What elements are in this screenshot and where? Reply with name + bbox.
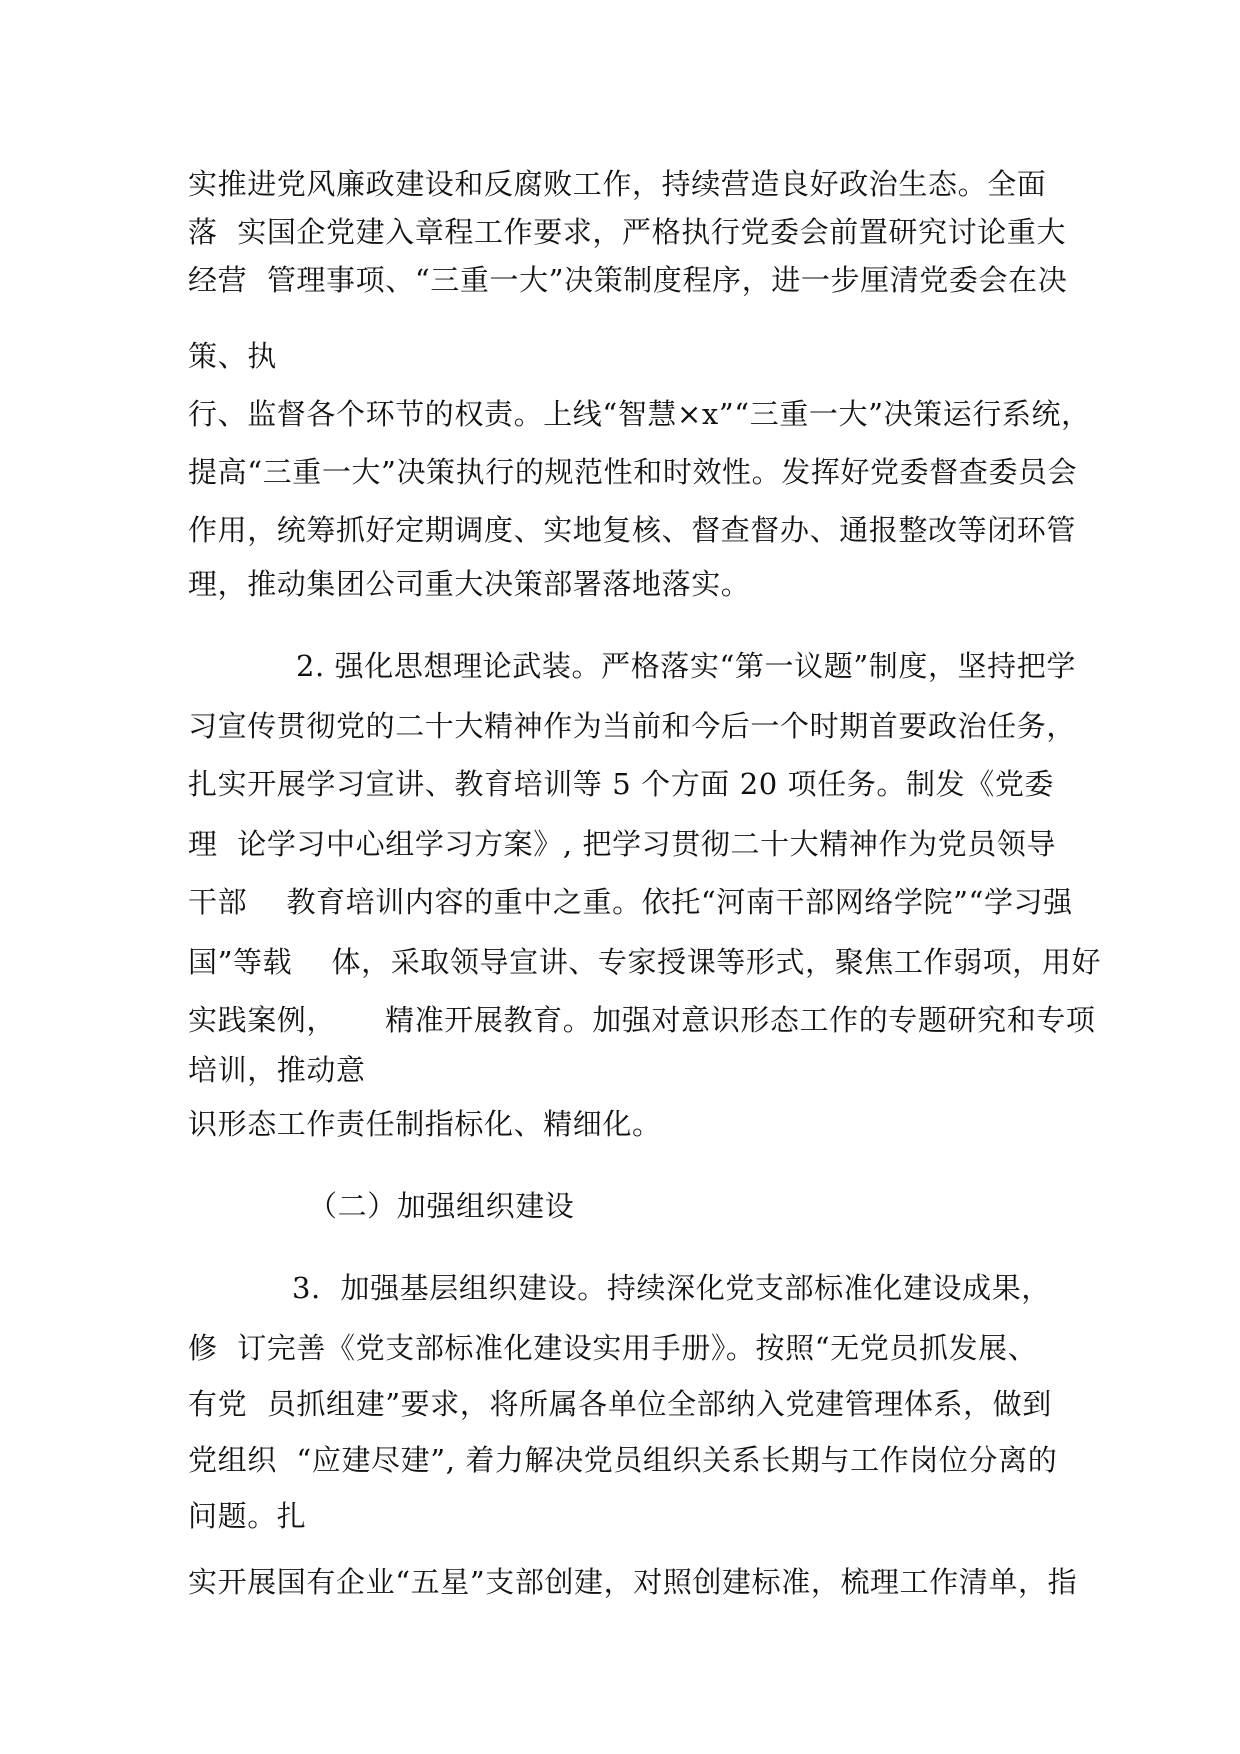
- text-line: 实践案例， 精准开展教育。加强对意识形态工作的专题研究和专项: [188, 1003, 1096, 1037]
- text-line: 理 论学习中心组学习方案》, 把学习贯彻二十大精神作为党员领导: [188, 827, 1057, 861]
- text-line: 经营 管理事项、“三重一大”决策制度程序，进一步厘清党委会在决: [188, 263, 1068, 297]
- section-heading-2: 2. 强化思想理论武装。严格落实“第一议题”制度，坚持把学: [296, 649, 1076, 683]
- text-line: 作用，统筹抓好定期调度、实地复核、督查督办、通报整改等闭环管: [188, 513, 1077, 547]
- text-line: 扎实开展学习宣讲、教育培训等 5 个方面 20 项任务。制发《党委: [188, 767, 1055, 801]
- text-line: 国”等载 体，采取领导宣讲、专家授课等形式，聚焦工作弱项，用好: [188, 945, 1102, 979]
- section-heading-3: 3. 加强基层组织建设。持续深化党支部标准化建设成果，: [292, 1271, 1051, 1305]
- text-line: 行、监督各个环节的权责。上线“智慧×x”“三重一大”决策运行系统，: [188, 397, 1091, 431]
- text-line: 实开展国有企业“五星”支部创建，对照创建标准，梳理工作清单，指: [188, 1565, 1078, 1599]
- text-line: 落 实国企党建入章程工作要求，严格执行党委会前置研究讨论重大: [188, 215, 1067, 249]
- text-line: 问题。扎: [188, 1499, 307, 1533]
- text-line: 提高“三重一大”决策执行的规范性和时效性。发挥好党委督查委员会: [188, 455, 1078, 489]
- text-line: 培训，推动意: [188, 1053, 366, 1087]
- text-line: 理，推动集团公司重大决策部署落地落实。: [188, 567, 751, 601]
- text-line: 识形态工作责任制指标化、精细化。: [188, 1107, 662, 1141]
- text-line: 修 订完善《党支部标准化建设实用手册》。按照“无党员抓发展、: [188, 1331, 1038, 1365]
- section-heading-er: （二）加强组织建设: [308, 1189, 575, 1223]
- text-line: 策、执: [188, 339, 277, 373]
- text-line: 有党 员抓组建”要求，将所属各单位全部纳入党建管理体系，做到: [188, 1387, 1052, 1421]
- text-line: 实推进党风廉政建设和反腐败工作，持续营造良好政治生态。全面: [188, 167, 1047, 201]
- text-line: 习宣传贯彻党的二十大精神作为当前和今后一个时期首要政治任务，: [188, 709, 1077, 743]
- text-line: 干部 教育培训内容的重中之重。依托“河南干部网络学院”“学习强: [188, 885, 1073, 919]
- text-line: 党组织 “应建尽建”, 着力解决党员组织关系长期与工作岗位分离的: [188, 1443, 1058, 1477]
